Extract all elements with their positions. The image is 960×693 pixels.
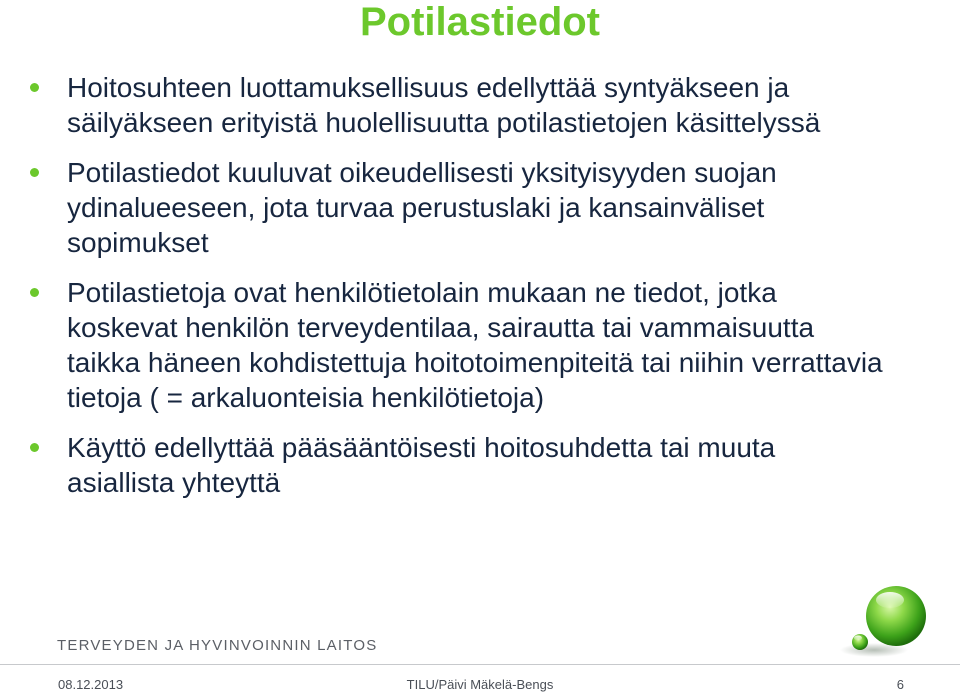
bullet-text: Käyttö edellyttää pääsääntöisesti hoitosuhdetta tai muuta asiallista yhteyttä <box>67 432 776 498</box>
bullet-text: Potilastiedot kuuluvat oikeudellisesti yksityisyyden suojan ydinalueeseen, jota turvaa perustuslaki ja kansainväliset sopimukset <box>67 157 777 258</box>
bullet-list <box>30 70 890 515</box>
bullet-dot-icon <box>30 443 39 452</box>
bullet-text: Hoitosuhteen luottamuksellisuus edellyttää syntyäkseen ja säilyäkseen erityistä huolellisuutta potilastietojen käsittelyssä <box>67 72 821 138</box>
bullet-dot-icon <box>30 168 39 177</box>
page-number: 6 <box>896 677 904 692</box>
bullet-item <box>30 430 890 500</box>
bullet-item <box>30 70 890 140</box>
bullet-item <box>30 275 890 415</box>
slide-footer <box>0 664 960 693</box>
bullet-item <box>30 155 890 260</box>
footer-author: TILU/Päivi Mäkelä-Bengs <box>406 677 554 692</box>
bullet-text: Potilastietoja ovat henkilötietolain mukaan ne tiedot, jotka koskevat henkilön terveydentilaa, sairautta tai vammaisuutta taikka häneen kohdistettuja hoitotoimenpiteitä tai niihin verrattavia tietoja ( = arkaluonteisia henkilötietoja) <box>67 277 883 413</box>
footer-date: 08.12.2013 <box>58 677 124 692</box>
bullet-dot-icon <box>30 83 39 92</box>
bullet-dot-icon <box>30 288 39 297</box>
slide-title: Potilastiedot <box>359 0 601 44</box>
green-sphere-logo-icon <box>834 582 930 660</box>
organization-name: TERVEYDEN JA HYVINVOINNIN LAITOS <box>57 637 378 654</box>
